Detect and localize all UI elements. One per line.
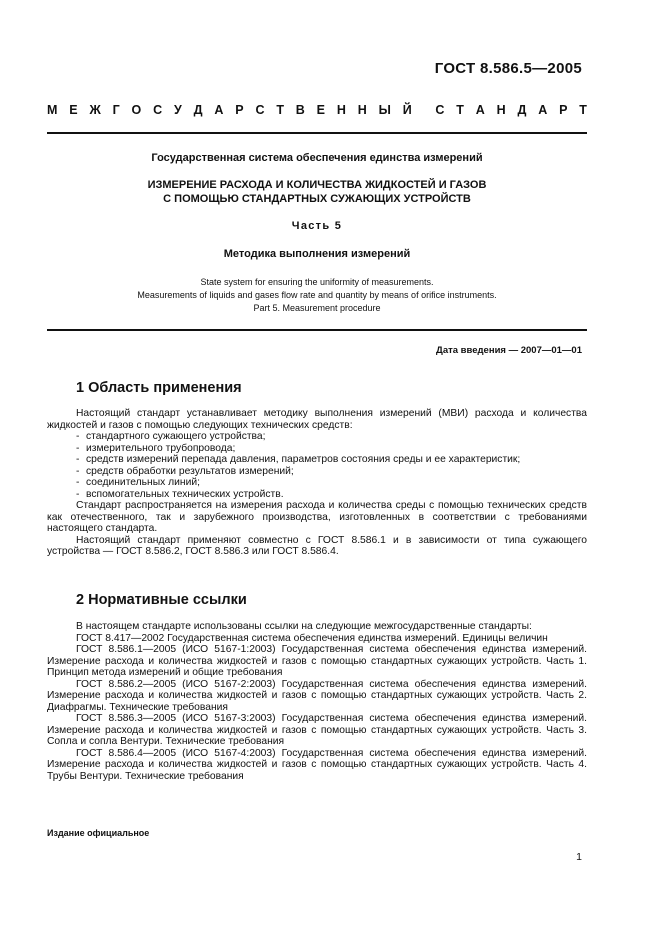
heading-letter: А — [538, 103, 548, 117]
heading-letter: Г — [112, 103, 120, 117]
paragraph: Настоящий стандарт применяют совместно с ГОСТ 8.586.1 и в зависимости от типа сужающего устройства — ГОСТ 8.586.2, ГОСТ 8.586.3 или ГОСТ 8.586.4. — [47, 534, 587, 557]
list-item: - средств измерений перепада давления, параметров состояния среды и ее характеристик; — [76, 454, 521, 465]
top-rule — [47, 132, 587, 134]
heading-letter: Р — [559, 103, 568, 117]
page-number: 1 — [576, 851, 582, 863]
reference-item: ГОСТ 8.586.4—2005 (ИСО 5167-4:2003) Государственная система обеспечения единства измерений. Измерение расхода и количества жидкостей и газов с помощью стандартных сужающих устройств. Часть 4. Трубы Вентури. Технические требования — [47, 747, 587, 782]
system-title: Государственная система обеспечения единства измерений — [151, 152, 483, 164]
section-1-body — [47, 408, 587, 558]
list-item: - измерительного трубопровода; — [76, 442, 236, 454]
reference-item: ГОСТ 8.586.2—2005 (ИСО 5167-2:2003) Государственная система обеспечения единства измерений. Измерение расхода и количества жидкостей и газов с помощью стандартных сужающих устройств. Часть 2. Диафрагмы. Технические требования — [47, 678, 587, 713]
english-title — [47, 276, 587, 315]
heading-letter: С — [435, 103, 445, 117]
reference-item: ГОСТ 8.417—2002 Государственная система обеспечения единства измерений. Единицы величин — [76, 632, 548, 644]
heading-letter: М — [47, 103, 58, 117]
english-title-line: State system for ensuring the uniformity of measurements. — [200, 277, 434, 287]
introduction-date: Дата введения — 2007—01—01 — [436, 345, 582, 356]
heading-letter: О — [131, 103, 142, 117]
main-title-line: ИЗМЕРЕНИЕ РАСХОДА И КОЛИЧЕСТВА ЖИДКОСТЕЙ И ГАЗОВ — [147, 179, 487, 191]
english-title-line: Part 5. Measurement procedure — [253, 303, 381, 313]
main-title-line: С ПОМОЩЬЮ СТАНДАРТНЫХ СУЖАЮЩИХ УСТРОЙСТВ — [163, 193, 471, 205]
heading-letter: Т — [276, 103, 284, 117]
heading-letter: Е — [69, 103, 78, 117]
heading-letter: С — [255, 103, 265, 117]
heading-letter: Д — [193, 103, 203, 117]
heading-letter: Т — [456, 103, 464, 117]
list-item: - средств обработки результатов измерений; — [76, 465, 294, 477]
heading-letter: Е — [316, 103, 326, 117]
heading-letter: В — [295, 103, 305, 117]
heading-letter: Ы — [378, 103, 391, 117]
reference-item: ГОСТ 8.586.1—2005 (ИСО 5167-1:2003) Государственная система обеспечения единства измерений. Измерение расхода и количества жидкостей и газов с помощью стандартных сужающих устройств. Часть 1. Принцип метода измерений и общие требования — [47, 644, 587, 678]
heading-letter: Н — [496, 103, 506, 117]
paragraph: Стандарт распространяется на измерения расхода и количества среды с помощью технических средств как отечественного, так и зарубежного производства, изготовленных в соответствии с требованиями настоящего стандарта. — [47, 500, 587, 534]
official-edition-label: Издание официальное — [47, 828, 150, 838]
list-item: - вспомогательных технических устройств. — [76, 488, 284, 500]
heading-letter: Ж — [89, 103, 101, 117]
document-code: ГОСТ 8.586.5—2005 — [434, 60, 582, 77]
heading-letter: Р — [235, 103, 244, 117]
list-item: - соединительных линий; — [76, 477, 200, 488]
reference-item: ГОСТ 8.586.3—2005 (ИСО 5167-3:2003) Государственная система обеспечения единства измерений. Измерение расхода и количества жидкостей и газов с помощью стандартных сужающих устройств. Часть 3. Сопла и сопла Вентури. Технические требования — [47, 713, 587, 747]
heading-letter: У — [174, 103, 182, 117]
paragraph: В настоящем стандарте использованы ссылки на следующие межгосударственные стандарты: — [76, 621, 532, 632]
heading-letter: А — [475, 103, 485, 117]
heading-letter: С — [153, 103, 163, 117]
heading-letter: Т — [579, 103, 587, 117]
english-title-line: Measurements of liquids and gases flow rate and quantity by means of orifice instruments. — [137, 290, 497, 300]
heading-letter: Д — [517, 103, 527, 117]
heading-letter: Н — [336, 103, 346, 117]
heading-letter: А — [214, 103, 224, 117]
middle-rule — [47, 329, 587, 331]
interstate-standard-heading — [47, 103, 587, 117]
paragraph: Настоящий стандарт устанавливает методику выполнения измерений (МВИ) расхода и количества жидкостей и газов с помощью следующих технических средств: — [47, 408, 587, 431]
section-1-heading: 1 Область применения — [76, 380, 242, 396]
section-2-heading: 2 Нормативные ссылки — [76, 592, 247, 608]
method-title: Методика выполнения измерений — [223, 248, 411, 260]
part-title: Часть 5 — [291, 220, 343, 232]
main-title — [47, 178, 587, 206]
heading-letter: Н — [357, 103, 367, 117]
list-item: - стандартного сужающего устройства; — [76, 431, 266, 442]
section-2-body — [47, 621, 587, 782]
heading-letter: Й — [402, 103, 412, 117]
